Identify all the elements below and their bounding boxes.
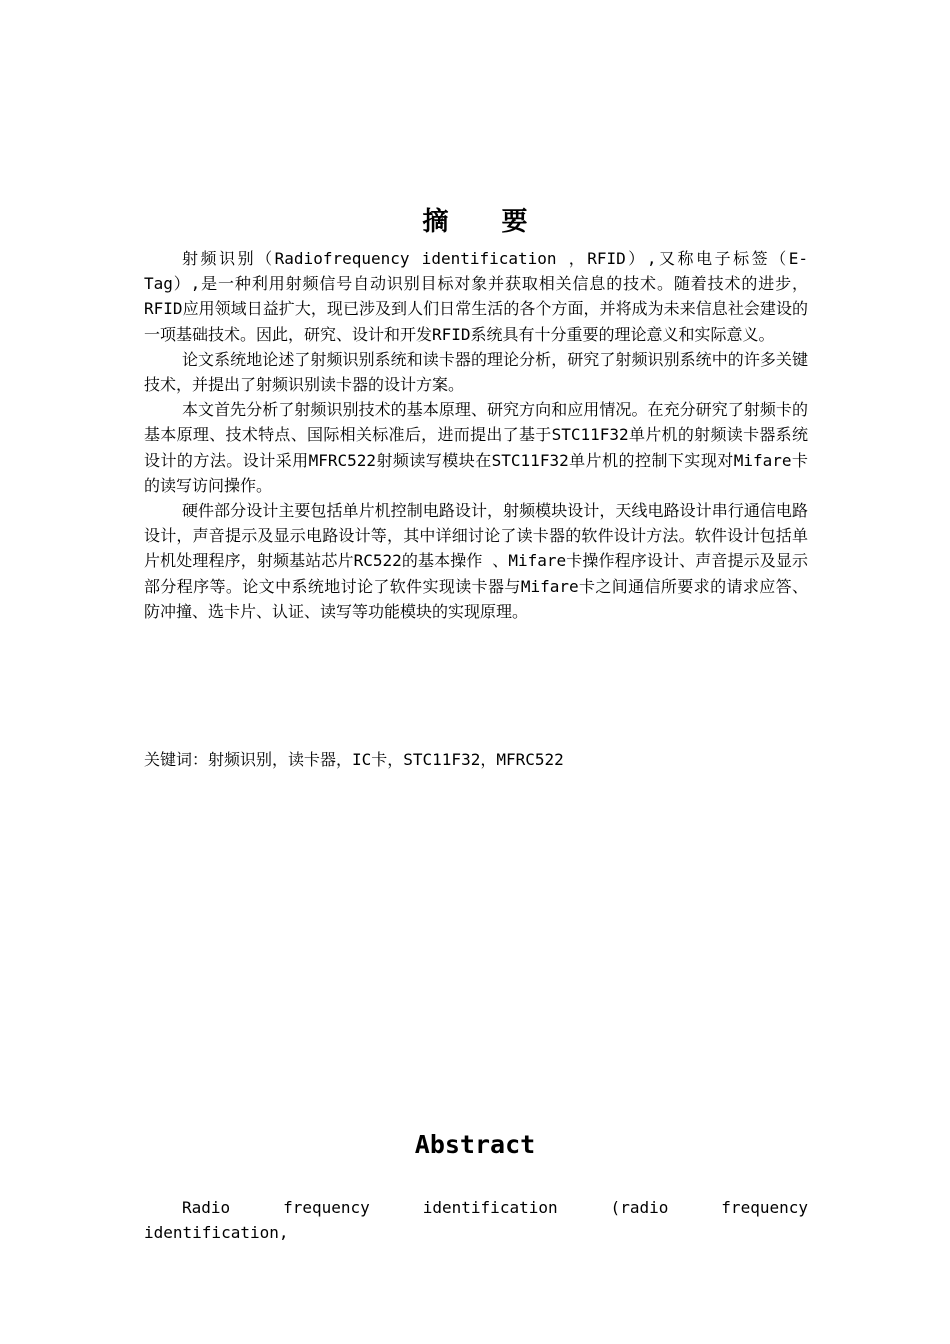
chinese-abstract-paragraph-3: 本文首先分析了射频识别技术的基本原理、研究方向和应用情况。在充分研究了射频卡的基本原理、技术特点、国际相关标准后，进而提出了基于STC11F32单片机的射频读卡器系统设计的方法。设计采用MFRC522射频读写模块在STC11F32单片机的控制下实现对Mifare卡的读写访问操作。 (144, 400, 808, 495)
chinese-keywords: 关键词：射频识别，读卡器，IC卡，STC11F32，MFRC522 (144, 750, 564, 769)
chinese-abstract-body (144, 246, 808, 624)
chinese-abstract-title: 摘 要 (422, 207, 550, 237)
english-abstract-paragraph-1: Radio frequency identification (radio frequency identification, (144, 1198, 808, 1243)
chinese-abstract-paragraph-2: 论文系统地论述了射频识别系统和读卡器的理论分析，研究了射频识别系统中的许多关键技术，并提出了射频识别读卡器的设计方案。 (144, 349, 808, 395)
chinese-abstract-paragraph-1: 射频识别（Radiofrequency identification ，RFID）,又称电子标签（E-Tag）,是一种利用射频信号自动识别目标对象并获取相关信息的技术。随着技术的进步，RFID应用领域日益扩大，现已涉及到人们日常生活的各个方面，并将成为未来信息社会建设的一项基础技术。因此，研究、设计和开发RFID系统具有十分重要的理论意义和实际意义。 (144, 249, 808, 344)
chinese-abstract-paragraph-4: 硬件部分设计主要包括单片机控制电路设计，射频模块设计，天线电路设计串行通信电路设计，声音提示及显示电路设计等，其中详细讨论了读卡器的软件设计方法。软件设计包括单片机处理程序，射频基站芯片RC522的基本操作 、Mifare卡操作程序设计、声音提示及显示部分程序等。论文中系统地讨论了软件实现读卡器与Mifare卡之间通信所要求的请求应答、防冲撞、选卡片、认证、读写等功能模块的实现原理。 (144, 501, 808, 621)
english-abstract-body (144, 1195, 808, 1245)
english-abstract-title: Abstract (414, 1130, 536, 1159)
